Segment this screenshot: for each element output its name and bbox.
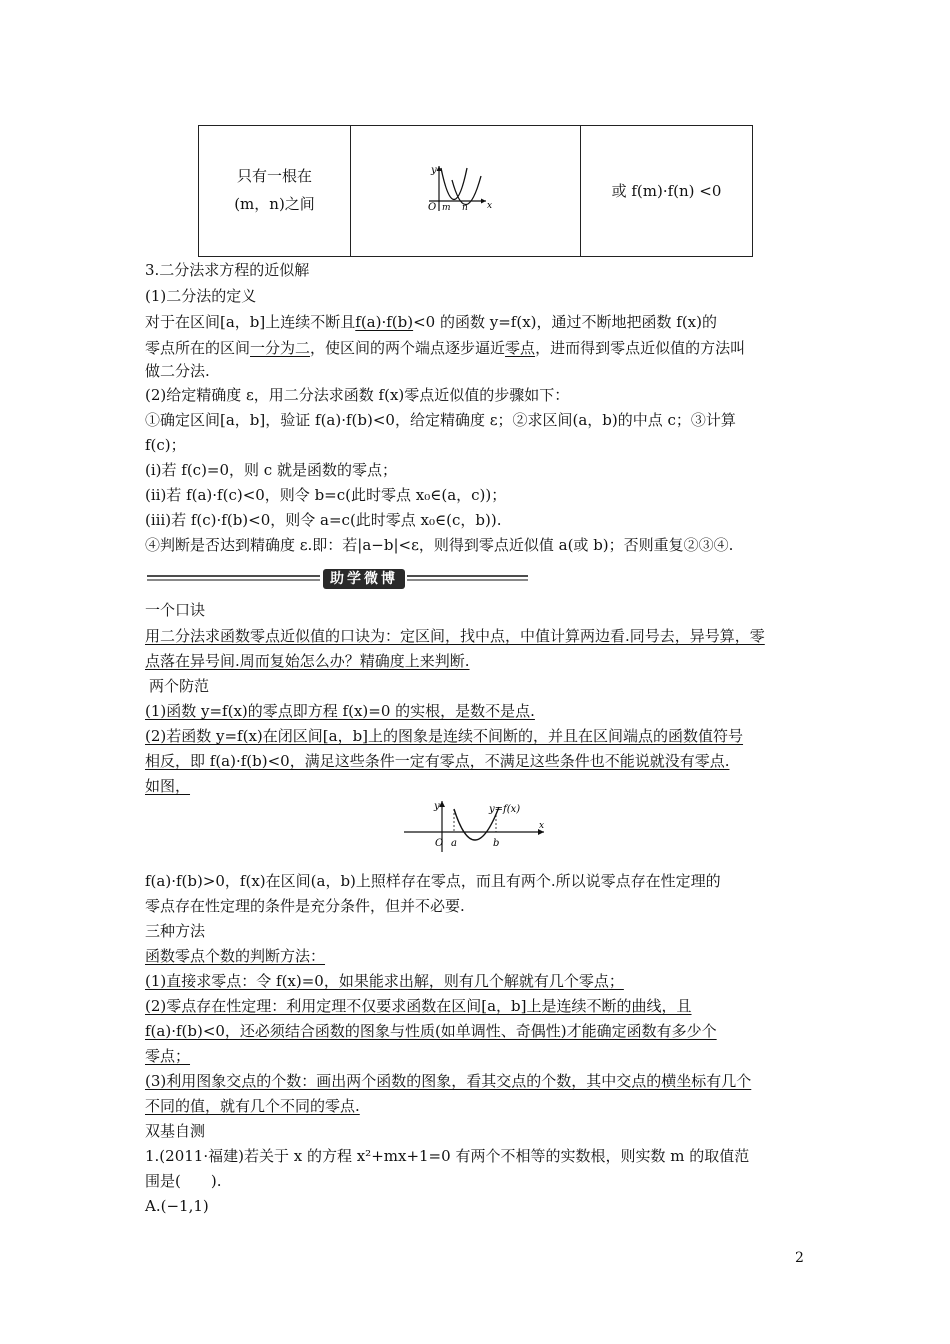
case-iii: (ⅲ)若 f(c)·f(b)<0，则令 a=c(此时零点 x₀∈(c，b)).: [145, 511, 502, 529]
definition-line-1: [145, 313, 717, 331]
underlined-span: 一分为二: [250, 339, 311, 357]
fig-label-x: x: [539, 821, 545, 831]
fangfan-1: (1)函数 y=f(x)的零点即方程 f(x)=0 的实根，是数不是点.: [145, 702, 535, 720]
cell-text-line1: 只有一根在: [236, 167, 312, 185]
page-number: 2: [795, 1250, 804, 1266]
fig-label-b: b: [493, 838, 500, 849]
text-span: 零点所在的区间: [145, 339, 251, 357]
method-1: (1)直接求零点：令 f(x)=0，如果能求出解，则有几个解就有几个零点；: [145, 972, 624, 990]
method-2-line-2: f(a)·f(b)<0，还必须结合函数的图象与性质(如单调性、奇偶性)才能确定函数有多少个: [145, 1022, 717, 1040]
question-1-line-1: 1.(2011·福建)若关于 x 的方程 x²+mx+1=0 有两个不相等的实数根，则实数 m 的取值范: [145, 1147, 750, 1165]
underlined-span: 零点: [505, 339, 536, 357]
fig-y-arrow: [439, 801, 445, 807]
method-2-line-3: 零点；: [145, 1047, 191, 1065]
parabola-2: [452, 176, 481, 205]
methods-intro: 函数零点个数的判断方法：: [145, 947, 326, 965]
fangfan-2-line-1: (2)若函数 y=f(x)在闭区间[a，b]上的图象是连续不间断的，并且在区间端点的函数值符号: [145, 727, 744, 745]
parabola-1: [441, 168, 467, 200]
after-figure-line-2: 零点存在性定理的条件是充分条件，但并不必要.: [145, 897, 465, 915]
fangfan-title: 两个防范: [149, 677, 210, 695]
method-2-line-1: (2)零点存在性定理：利用定理不仅要求函数在区间[a，b]上是连续不断的曲线，且: [145, 997, 692, 1015]
koujue-line-2: 点落在异号间.周而复始怎么办？精确度上来判断.: [145, 652, 470, 670]
text-span: ，使区间的两个端点逐步逼近: [310, 339, 506, 357]
underlined-span: f(a)·f(b): [355, 313, 414, 331]
graph-label-m: m: [442, 203, 451, 213]
case-ii: (ⅱ)若 f(a)·f(c)<0，则令 b=c(此时零点 x₀∈(a，c))；: [145, 486, 507, 504]
text-span: ，进而得到零点近似值的方法叫: [535, 339, 746, 357]
shuangji-title: 双基自测: [145, 1122, 206, 1140]
text-span: <0 的函数 y=f(x)，通过不断地把函数 f(x)的: [413, 313, 717, 331]
fangfan-2-line-2: 相反，即 f(a)·f(b)<0，满足这些条件一定有零点，不满足这些条件也不能说就没有零点.: [145, 752, 730, 770]
fig-label-y: y: [434, 801, 440, 812]
methods-title: 三种方法: [145, 922, 206, 940]
two-parabola-graph: [351, 126, 581, 256]
text-span: 对于在区间[a，b]上连续不断且: [145, 313, 356, 331]
function-curve-graph: [404, 797, 549, 855]
table-cell-condition-formula: 或 f(m)·f(n) <0: [611, 182, 722, 200]
subheading-steps: (2)给定精确度 ε，用二分法求函数 f(x)零点近似值的步骤如下：: [145, 386, 570, 404]
graph-label-o: O: [428, 202, 437, 213]
step-1-line-1: ①确定区间[a，b]，验证 f(a)·f(b)<0，给定精确度 ε；②求区间(a，b)的中点 c；③计算: [145, 411, 736, 429]
option-a: A.(−1,1): [145, 1197, 209, 1215]
koujue-title: 一个口诀: [145, 601, 206, 619]
banner-title: 助学微博: [330, 571, 398, 587]
function-graph-figure: [404, 797, 549, 859]
method-3-line-1: (3)利用图象交点的个数：画出两个函数的图象，看其交点的个数，其中交点的横坐标有几个: [145, 1072, 752, 1090]
cell-text-line2: (m，n)之间: [234, 195, 315, 213]
after-figure-line-1: f(a)·f(b)>0，f(x)在区间(a，b)上照样存在零点，而且有两个.所以说零点存在性定理的: [145, 872, 721, 890]
graph-label-y: y: [431, 165, 437, 176]
subheading-definition: (1)二分法的定义: [145, 287, 257, 305]
fig-label-fx: y=f(x): [489, 804, 521, 815]
fangfan-2-line-3: 如图，: [145, 777, 191, 795]
definition-line-2: [145, 339, 745, 357]
question-1-line-2: 围是( ).: [145, 1172, 222, 1190]
graph-label-x: x: [487, 201, 493, 211]
graph-x-arrow: [481, 199, 486, 204]
table-cell-condition: [199, 126, 351, 256]
table-cell-graph: [351, 126, 581, 256]
fig-label-a: a: [451, 838, 457, 849]
step-1-line-2: f(c)；: [145, 436, 186, 454]
section-heading: 3.二分法求方程的近似解: [145, 261, 310, 279]
step-4: ④判断是否达到精确度 ε.即：若|a−b|<ε，则得到零点近似值 a(或 b)；否则重复②③④.: [145, 536, 734, 554]
method-3-line-2: 不同的值，就有几个不同的零点.: [145, 1097, 360, 1115]
graph-label-n: n: [462, 203, 468, 213]
case-i: (ⅰ)若 f(c)=0，则 c 就是函数的零点；: [145, 461, 397, 479]
definition-line-3: 做二分法.: [145, 362, 210, 380]
koujue-line-1: 用二分法求函数零点近似值的口诀为：定区间，找中点，中值计算两边看.同号去，异号算，零: [145, 627, 765, 645]
zero-condition-table-row: [198, 125, 753, 257]
weibo-banner: [145, 567, 530, 591]
fig-label-o: O: [435, 838, 444, 849]
